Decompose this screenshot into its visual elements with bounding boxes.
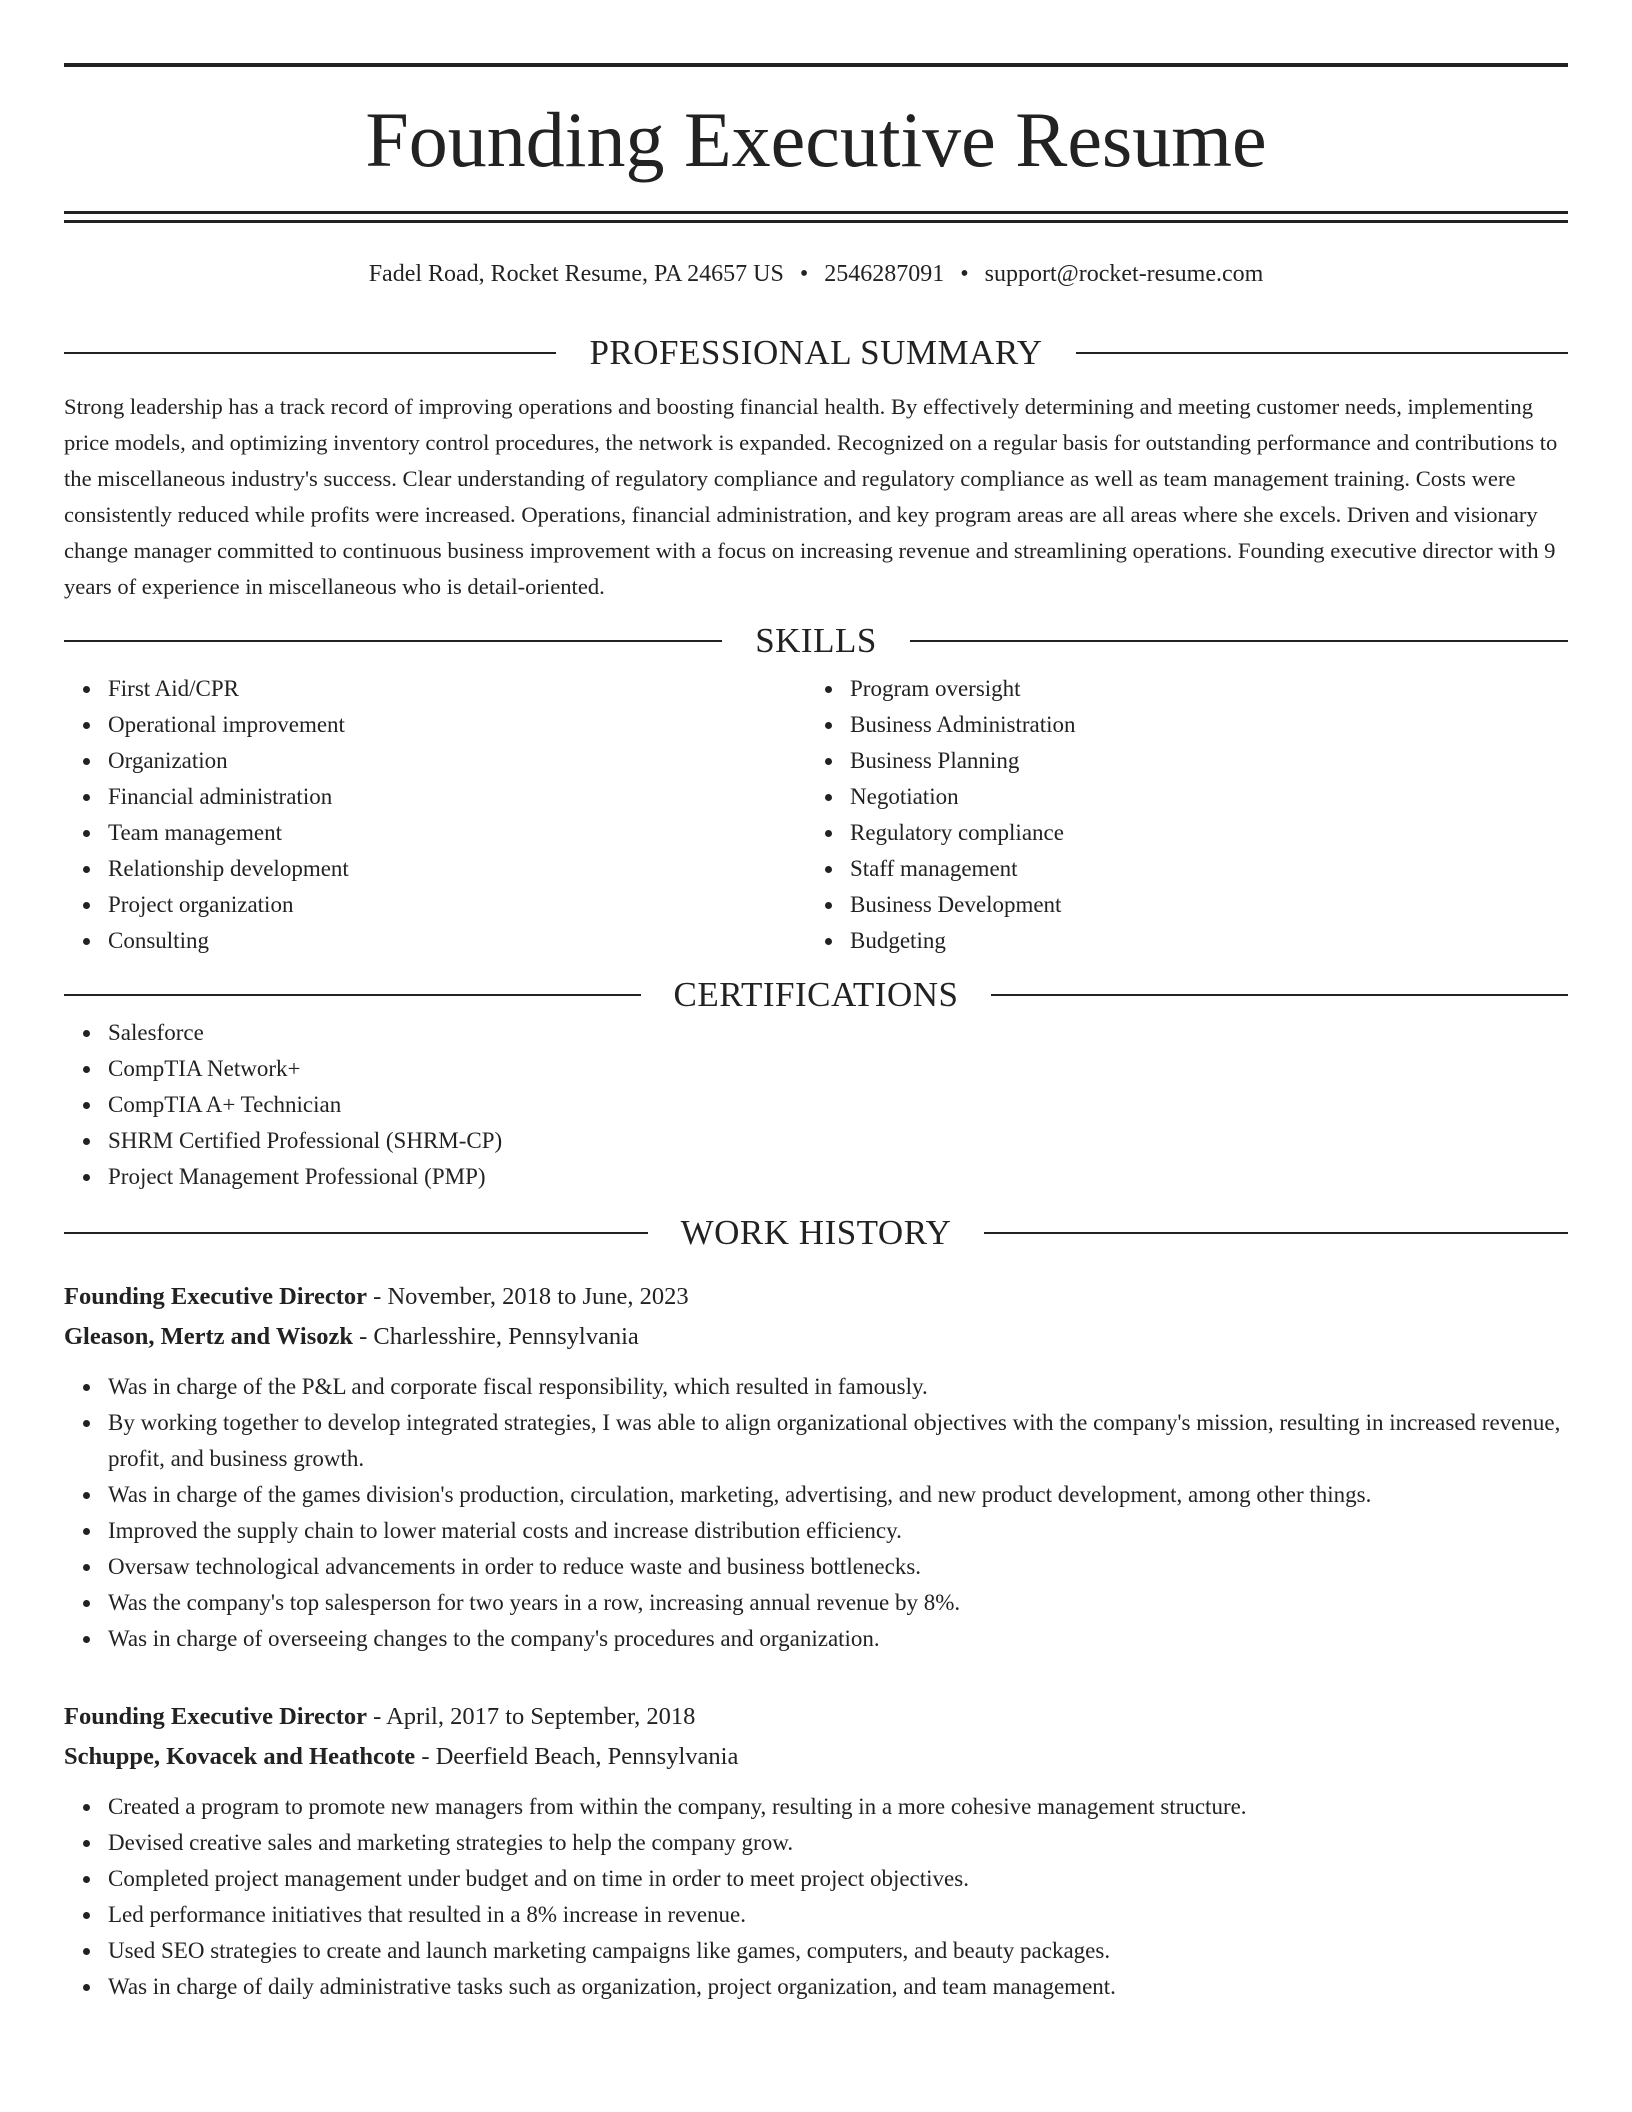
contact-separator: • xyxy=(960,261,969,287)
section-heading-certifications xyxy=(64,975,1568,1015)
skill-item: Team management xyxy=(108,815,806,851)
job-entry xyxy=(64,1277,1568,1657)
section-heading-label: CERTIFICATIONS xyxy=(673,975,959,1014)
resume-page xyxy=(64,0,1568,2005)
certification-item: CompTIA Network+ xyxy=(108,1051,1568,1087)
job-company: Schuppe, Kovacek and Heathcote xyxy=(64,1743,416,1770)
contact-address: Fadel Road, Rocket Resume, PA 24657 US xyxy=(368,261,784,287)
section-heading-summary xyxy=(64,333,1568,373)
job-title-line xyxy=(64,1697,1568,1737)
certifications-list xyxy=(64,1015,1568,1195)
certification-item: Project Management Professional (PMP) xyxy=(108,1159,1568,1195)
skill-item: First Aid/CPR xyxy=(108,671,806,707)
job-company-line xyxy=(64,1317,1568,1357)
resume-title: Founding Executive Resume xyxy=(365,96,1267,183)
skill-item: Regulatory compliance xyxy=(850,815,1548,851)
job-title: Founding Executive Director xyxy=(64,1703,368,1730)
skills-column-left xyxy=(64,671,806,959)
job-bullet: Completed project management under budget and on time in order to meet project objectives. xyxy=(108,1861,1568,1897)
job-company-line xyxy=(64,1737,1568,1777)
skill-item: Consulting xyxy=(108,923,806,959)
heading-rule-left xyxy=(64,994,641,996)
job-bullet: Was in charge of the P&L and corporate fiscal responsibility, which resulted in famously. xyxy=(108,1369,1568,1405)
heading-rule-left xyxy=(64,352,556,354)
skill-item: Negotiation xyxy=(850,779,1548,815)
job-company: Gleason, Mertz and Wisozk xyxy=(64,1323,354,1350)
job-dates: - November, 2018 to June, 2023 xyxy=(367,1283,689,1310)
contact-line xyxy=(64,259,1568,289)
contact-phone: 2546287091 xyxy=(824,261,945,287)
job-bullet: Led performance initiatives that resulted in a 8% increase in revenue. xyxy=(108,1897,1568,1933)
heading-rule-right xyxy=(1076,352,1568,354)
job-location: - Deerfield Beach, Pennsylvania xyxy=(415,1743,739,1770)
contact-email[interactable]: support@rocket-resume.com xyxy=(984,261,1264,287)
section-heading-label: PROFESSIONAL SUMMARY xyxy=(589,333,1043,372)
certification-item: Salesforce xyxy=(108,1015,1568,1051)
skills-list-right xyxy=(806,671,1548,959)
contact-separator: • xyxy=(799,261,809,287)
job-bullets xyxy=(64,1369,1568,1657)
skill-item: Budgeting xyxy=(850,923,1548,959)
job-bullets xyxy=(64,1789,1568,2005)
job-bullet: Oversaw technological advancements in order to reduce waste and business bottlenecks. xyxy=(108,1549,1568,1585)
heading-rule-right xyxy=(910,640,1568,642)
job-title: Founding Executive Director xyxy=(64,1283,368,1310)
job-bullet: Created a program to promote new managers from within the company, resulting in a more cohesive management structure. xyxy=(108,1789,1568,1825)
skill-item: Relationship development xyxy=(108,851,806,887)
skill-item: Business Administration xyxy=(850,707,1548,743)
heading-rule-left xyxy=(64,640,722,642)
skills-columns xyxy=(64,671,1568,959)
certification-item: SHRM Certified Professional (SHRM-CP) xyxy=(108,1123,1568,1159)
job-bullet: By working together to develop integrated strategies, I was able to align organizational objectives with the company's mission, resulting in increased revenue, profit, and business growth. xyxy=(108,1405,1568,1477)
job-bullet: Was the company's top salesperson for two years in a row, increasing annual revenue by 8%. xyxy=(108,1585,1568,1621)
skills-list-left xyxy=(64,671,806,959)
skill-item: Organization xyxy=(108,743,806,779)
skill-item: Financial administration xyxy=(108,779,806,815)
job-title-line xyxy=(64,1277,1568,1317)
skill-item: Project organization xyxy=(108,887,806,923)
header-double-rule xyxy=(64,211,1568,223)
heading-rule-right xyxy=(984,1232,1568,1234)
skill-item: Staff management xyxy=(850,851,1548,887)
skills-column-right xyxy=(806,671,1548,959)
section-heading-skills xyxy=(64,621,1568,661)
header-top-rule xyxy=(64,63,1568,67)
job-bullet: Used SEO strategies to create and launch marketing campaigns like games, computers, and beauty packages. xyxy=(108,1933,1568,1969)
job-dates: - April, 2017 to September, 2018 xyxy=(367,1703,696,1730)
section-heading-label: WORK HISTORY xyxy=(680,1213,952,1252)
job-location: - Charlesshire, Pennsylvania xyxy=(353,1323,639,1350)
job-bullet: Improved the supply chain to lower material costs and increase distribution efficiency. xyxy=(108,1513,1568,1549)
job-bullet: Devised creative sales and marketing strategies to help the company grow. xyxy=(108,1825,1568,1861)
heading-rule-right xyxy=(991,994,1568,996)
job-bullet: Was in charge of daily administrative tasks such as organization, project organization, and team management. xyxy=(108,1969,1568,2005)
job-entry xyxy=(64,1697,1568,2005)
skill-item: Business Planning xyxy=(850,743,1548,779)
certification-item: CompTIA A+ Technician xyxy=(108,1087,1568,1123)
summary-paragraph: Strong leadership has a track record of improving operations and boosting financial health. By effectively determining and meeting customer needs, implementing price models, and optimizing inventory control procedures, the network is expanded. Recognized on a regular basis for outstanding performance and contributions to the miscellaneous industry's success. Clear understanding of regulatory compliance and regulatory compliance as well as team management training. Costs were consistently reduced while profits were increased. Operations, financial administration, and key program areas are all areas where she excels. Driven and visionary change manager committed to continuous business improvement with a focus on increasing revenue and streamlining operations. Founding executive director with 9 years of experience in miscellaneous who is detail-oriented. xyxy=(64,394,1558,599)
skill-item: Business Development xyxy=(850,887,1548,923)
section-heading-label: SKILLS xyxy=(755,621,877,660)
heading-rule-left xyxy=(64,1232,648,1234)
section-heading-work-history xyxy=(64,1213,1568,1253)
job-bullet: Was in charge of overseeing changes to the company's procedures and organization. xyxy=(108,1621,1568,1657)
job-bullet: Was in charge of the games division's production, circulation, marketing, advertising, and new product development, among other things. xyxy=(108,1477,1568,1513)
skill-item: Operational improvement xyxy=(108,707,806,743)
skill-item: Program oversight xyxy=(850,671,1548,707)
